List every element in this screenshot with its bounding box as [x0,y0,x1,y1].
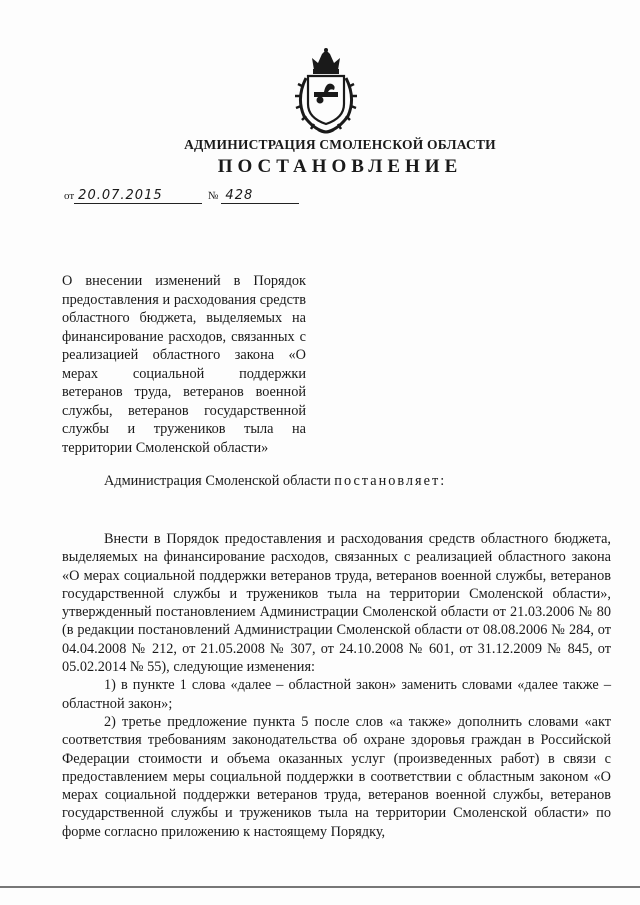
number-value: 428 [221,188,299,204]
body-paragraph: 1) в пункте 1 слова «далее – областной закон» заменить словами «далее также – областной закон»; [62,677,611,712]
body-paragraph: 2) третье предложение пункта 5 после слов «а также» дополнить словами «акт соответствия требованиям законодательства об охране здоровья граждан в Российской Федерации стоимости и объема оказанных услуг (произведенных работ) в связи с предоставлением меры социальной поддержки в соответствии с областным законом «О мерах социальной поддержки ветеранов труда, ветеранов военной службы, ветеранов государственной службы и тружеников тыла на территории Смоленской области» по форме согласно приложению к настоящему Порядку, [62,713,611,840]
smolensk-coat-of-arms-icon [290,46,362,136]
document-type-title: ПОСТАНОВЛЕНИЕ [217,156,463,177]
organization-name: АДМИНИСТРАЦИЯ СМОЛЕНСКОЙ ОБЛАСТИ [184,137,496,152]
preamble-verb: постановляет: [334,473,447,489]
preamble [104,473,446,490]
preamble-text: Администрация Смоленской области [104,473,331,489]
body-paragraph: Внести в Порядок предоставления и расходования средств областного бюджета, выделяемых на финансирование расходов, связанных с реализацией областного закона «О мерах социальной поддержки ветеранов труда, ветеранов военной службы, ветеранов государственной службы и тружеников тыла на территории Смоленской области», утвержденный постановлением Администрации Смоленской области от 21.03.2006 № 80 (в редакции постановлений Администрации Смоленской области от 08.08.2006 № 284, от 04.04.2008 № 212, от 21.05.2008 № 307, от 24.10.2008 № 601, от 31.12.2009 № 845, от 05.02.2014 № 55), следующие изменения: [62,531,611,676]
date-value: 20.07.2015 [74,188,202,204]
document-body [62,530,611,841]
date-label: от [64,190,75,202]
date-number-line [64,188,299,204]
page-bottom-divider [0,886,640,888]
number-label: № [207,190,219,202]
document-subject: О внесении изменений в Порядок предоставления и расходования средств областного бюджета, выделяемых на финансирование расходов, связанных с реализацией областного закона «О мерах социальной поддержки ветеранов труда, ветеранов военной службы, ветеранов государственной службы и тружеников тыла на территории Смоленской области» [62,273,306,456]
